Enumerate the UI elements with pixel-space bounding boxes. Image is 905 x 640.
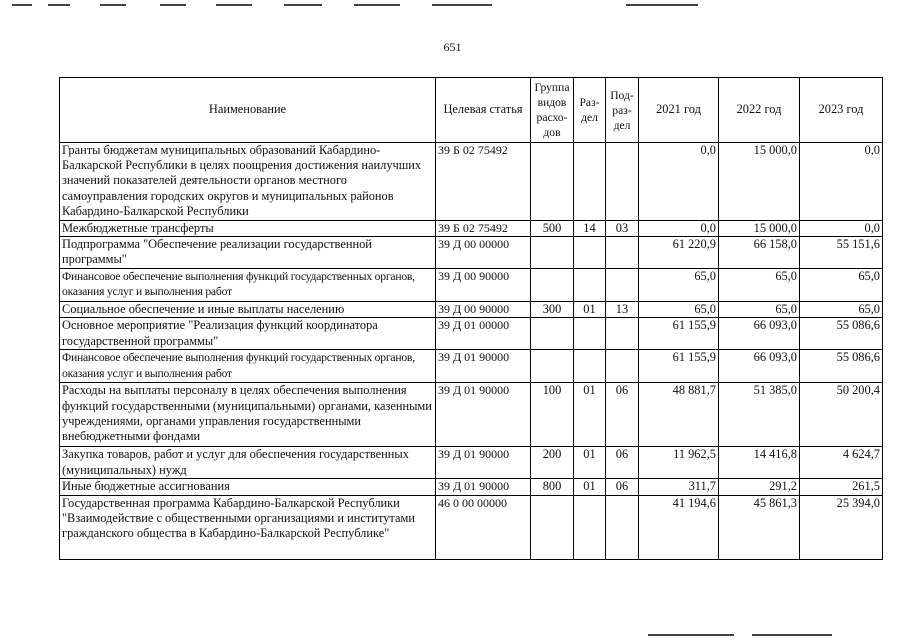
table-header-row: [60, 78, 883, 143]
table-row: [60, 447, 883, 479]
header-target-article: Целевая статья: [436, 78, 531, 143]
row-expense-group: 300: [531, 302, 574, 318]
row-section: 01: [574, 383, 606, 447]
table-row: [60, 383, 883, 447]
scan-top-line: [432, 4, 492, 6]
row-2023: 50 200,4: [800, 383, 883, 447]
header-2022: 2022 год: [719, 78, 800, 143]
row-target-article: 39 Д 01 90000: [436, 479, 531, 495]
row-name: Гранты бюджетам муниципальных образований Кабардино-Балкарской Республики в целях поощрения достижения наилучших значений показателей деятельности органов местного самоуправления городских округов и муниципальных районов Кабардино-Балкарской Республики: [60, 143, 436, 221]
table-row: [60, 237, 883, 269]
header-expense-group: Группа видов расхо-дов: [531, 78, 574, 143]
row-section: 01: [574, 302, 606, 318]
row-target-article: 39 Б 02 75492: [436, 221, 531, 237]
row-expense-group: 800: [531, 479, 574, 495]
row-2022: 66 158,0: [719, 237, 800, 269]
row-2022: 65,0: [719, 269, 800, 302]
row-subsection: [606, 350, 639, 383]
row-target-article: 39 Д 00 90000: [436, 269, 531, 302]
row-2022: 66 093,0: [719, 350, 800, 383]
row-name: Межбюджетные трансферты: [60, 221, 436, 237]
row-2022: 15 000,0: [719, 143, 800, 221]
table-row: [60, 350, 883, 383]
row-section: 01: [574, 447, 606, 479]
row-2023: 0,0: [800, 221, 883, 237]
scan-top-line: [216, 4, 252, 6]
row-target-article: 39 Д 01 90000: [436, 383, 531, 447]
row-section: [574, 318, 606, 350]
header-2021: 2021 год: [639, 78, 719, 143]
row-section: [574, 143, 606, 221]
row-2022: 291,2: [719, 479, 800, 495]
row-2021: 11 962,5: [639, 447, 719, 479]
row-target-article: 39 Б 02 75492: [436, 143, 531, 221]
row-section: 01: [574, 479, 606, 495]
row-2021: 0,0: [639, 143, 719, 221]
table-row: [60, 479, 883, 495]
row-2021: 61 155,9: [639, 318, 719, 350]
row-2021: 0,0: [639, 221, 719, 237]
page-number: 651: [443, 40, 462, 54]
row-subsection: 06: [606, 479, 639, 495]
row-expense-group: 200: [531, 447, 574, 479]
row-target-article: 39 Д 00 00000: [436, 237, 531, 269]
row-section: [574, 237, 606, 269]
row-target-article: 39 Д 00 90000: [436, 302, 531, 318]
row-target-article: 39 Д 01 00000: [436, 318, 531, 350]
table-row: [60, 495, 883, 559]
table-row: [60, 269, 883, 302]
row-name: Финансовое обеспечение выполнения функций государственных органов, оказания услуг и выполнения работ: [60, 350, 436, 383]
row-2021: 311,7: [639, 479, 719, 495]
row-2021: 65,0: [639, 269, 719, 302]
row-name: Подпрограмма "Обеспечение реализации государственной программы": [60, 237, 436, 269]
row-name: Финансовое обеспечение выполнения функций государственных органов, оказания услуг и выполнения работ: [60, 269, 436, 302]
row-2022: 51 385,0: [719, 383, 800, 447]
row-expense-group: [531, 318, 574, 350]
scan-top-line: [626, 4, 698, 6]
row-section: 14: [574, 221, 606, 237]
scan-bottom-line: [752, 634, 832, 636]
row-subsection: [606, 495, 639, 559]
row-name: Социальное обеспечение и иные выплаты населению: [60, 302, 436, 318]
row-2022: 14 416,8: [719, 447, 800, 479]
scan-top-line: [12, 4, 32, 6]
header-name: Наименование: [60, 78, 436, 143]
table-row: [60, 318, 883, 350]
row-2023: 25 394,0: [800, 495, 883, 559]
row-target-article: 39 Д 01 90000: [436, 350, 531, 383]
scan-top-line: [354, 4, 400, 6]
row-expense-group: 500: [531, 221, 574, 237]
header-subsection: Под-раз-дел: [606, 78, 639, 143]
row-subsection: 13: [606, 302, 639, 318]
row-2022: 15 000,0: [719, 221, 800, 237]
row-section: [574, 495, 606, 559]
row-subsection: [606, 237, 639, 269]
row-subsection: [606, 143, 639, 221]
row-2023: 65,0: [800, 302, 883, 318]
row-name: Расходы на выплаты персоналу в целях обеспечения выполнения функций государственными (муниципальными) органами, казенными учреждениями, органами управления государственными внебюджетными фондами: [60, 383, 436, 447]
row-name: Иные бюджетные ассигнования: [60, 479, 436, 495]
row-subsection: [606, 318, 639, 350]
row-expense-group: [531, 237, 574, 269]
row-subsection: 03: [606, 221, 639, 237]
row-2023: 55 086,6: [800, 350, 883, 383]
row-expense-group: [531, 269, 574, 302]
row-subsection: 06: [606, 447, 639, 479]
table-row: [60, 221, 883, 237]
table-row: [60, 143, 883, 221]
row-2022: 66 093,0: [719, 318, 800, 350]
row-expense-group: 100: [531, 383, 574, 447]
row-2023: 55 151,6: [800, 237, 883, 269]
row-name: Закупка товаров, работ и услуг для обеспечения государственных (муниципальных) нужд: [60, 447, 436, 479]
row-expense-group: [531, 143, 574, 221]
row-subsection: 06: [606, 383, 639, 447]
row-section: [574, 269, 606, 302]
row-target-article: 39 Д 01 90000: [436, 447, 531, 479]
row-2023: 261,5: [800, 479, 883, 495]
row-2021: 61 220,9: [639, 237, 719, 269]
row-2021: 41 194,6: [639, 495, 719, 559]
row-2021: 61 155,9: [639, 350, 719, 383]
header-section: Раз-дел: [574, 78, 606, 143]
row-2023: 65,0: [800, 269, 883, 302]
row-section: [574, 350, 606, 383]
row-expense-group: [531, 495, 574, 559]
row-expense-group: [531, 350, 574, 383]
scan-bottom-line: [648, 634, 734, 636]
row-2023: 55 086,6: [800, 318, 883, 350]
row-target-article: 46 0 00 00000: [436, 495, 531, 559]
scan-top-line: [284, 4, 322, 6]
header-2023: 2023 год: [800, 78, 883, 143]
scan-top-line: [48, 4, 70, 6]
row-2021: 48 881,7: [639, 383, 719, 447]
row-2022: 45 861,3: [719, 495, 800, 559]
row-2022: 65,0: [719, 302, 800, 318]
row-2023: 0,0: [800, 143, 883, 221]
scan-top-line: [160, 4, 186, 6]
row-2021: 65,0: [639, 302, 719, 318]
scan-top-line: [100, 4, 126, 6]
row-name: Основное мероприятие "Реализация функций координатора государственной программы": [60, 318, 436, 350]
row-2023: 4 624,7: [800, 447, 883, 479]
table-row: [60, 302, 883, 318]
budget-table: [59, 77, 883, 560]
row-name: Государственная программа Кабардино-Балкарской Республики "Взаимодействие с общественными организациями и институтами гражданского общества в Кабардино-Балкарской Республике": [60, 495, 436, 559]
row-subsection: [606, 269, 639, 302]
